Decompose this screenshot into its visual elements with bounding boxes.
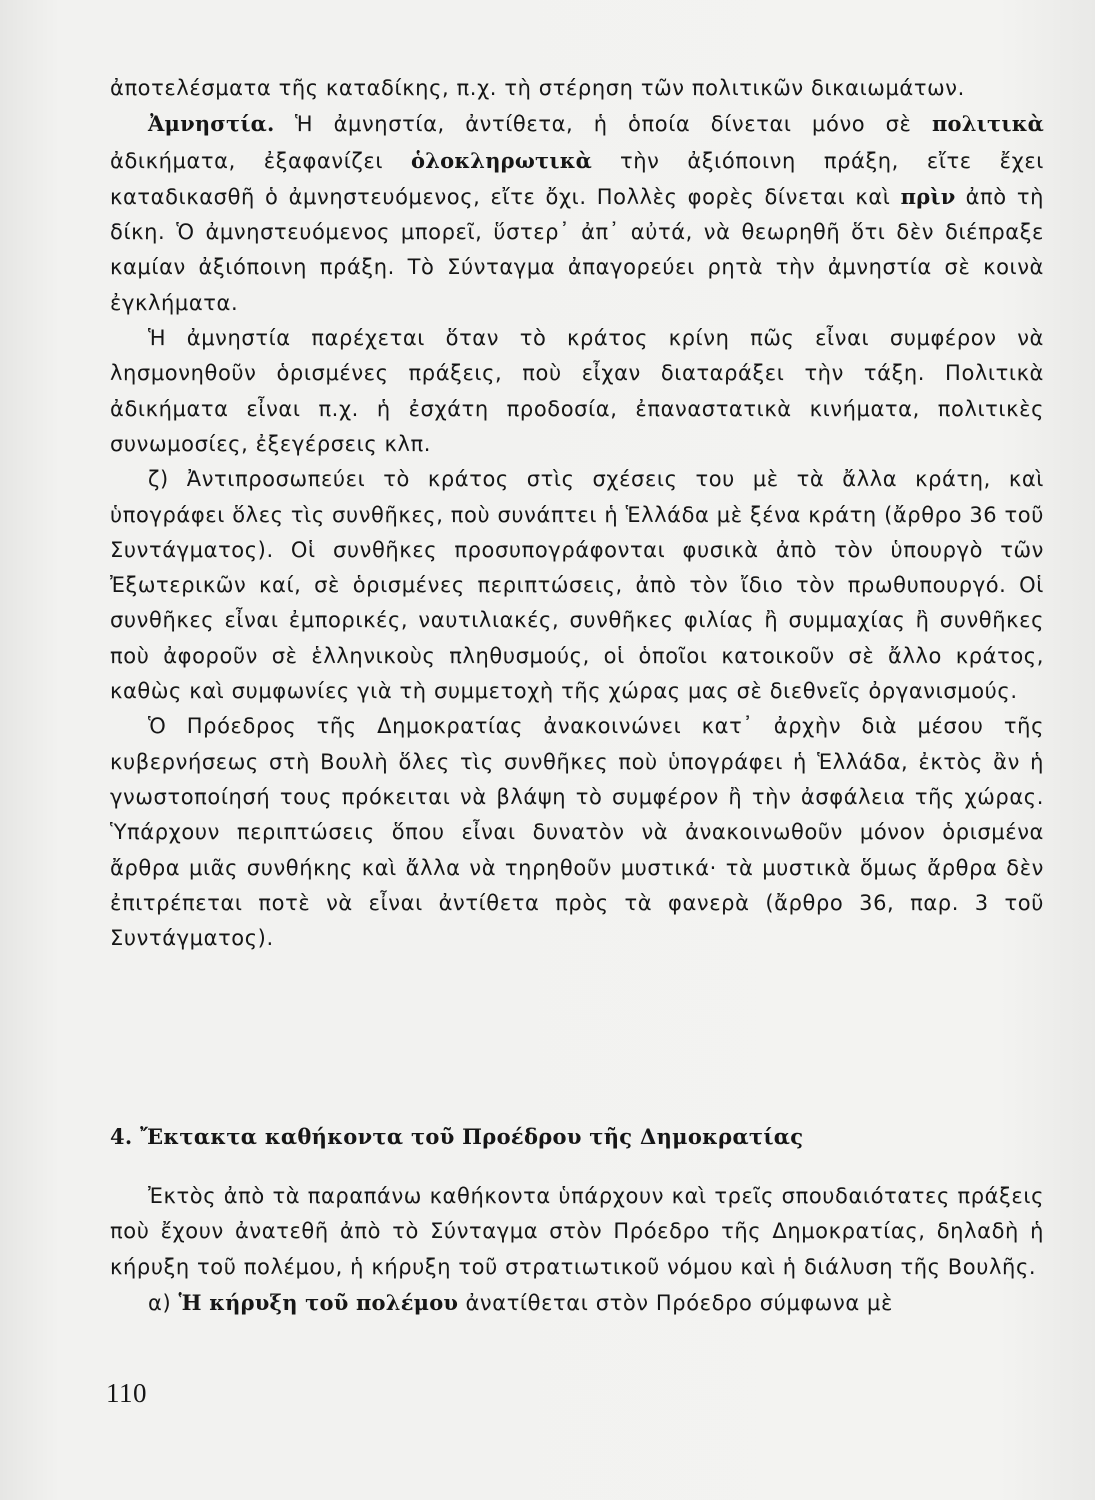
paragraph-president-announces: Ὁ Πρόεδρος τῆς Δημοκρατίας ἀνακοινώνει κατ᾽ ἀρχὴν διὰ μέσου τῆς κυβερνήσεως στὴ Βουλὴ ὅλες τὶς συνθῆκες ποὺ ὑπογράφει ἡ Ἑλλάδα, ἐκτὸς ἂν ἡ γνωστοποίησή τους πρόκειται νὰ βλάψη τὸ συμφέρον ἢ τὴν ἀσφάλεια τῆς χώρας. Ὑπάρχουν περιπτώσεις ὅπου εἶναι δυνατὸν νὰ ἀνακοινωθοῦν μόνον ὁρισμένα ἄρθρα μιᾶς συνθήκης καὶ ἄλλα νὰ τηρηθοῦν μυστικά· τὰ μυστικὰ ὅμως ἄρθρα δὲν ἐπιτρέπεται ποτὲ νὰ εἶναι ἀντίθετα πρὸς τὰ φανερὰ (ἄρθρο 36, παρ. 3 τοῦ Συντάγματος). xyxy=(110,714,1044,951)
war-bold-title: Ἡ κήρυξη τοῦ πολέμου xyxy=(178,1289,459,1315)
amnesty-lead-term: Ἀμνηστία. xyxy=(148,111,275,137)
paragraph-declaration-of-war xyxy=(110,1285,1044,1321)
amnesty-bold-political: πολιτικὰ xyxy=(931,111,1044,137)
paragraph-amnesty-granted: Ἡ ἀμνηστία παρέχεται ὅταν τὸ κράτος κρίνη πῶς εἶναι συμφέρον νὰ λησμονηθοῦν ὁρισμένες πράξεις, ποὺ εἶχαν διαταράξει τὴν τάξη. Πολιτικὰ ἀδικήματα εἶναι π.χ. ἡ ἐσχάτη προδοσία, ἐπαναστατικὰ κινήματα, πολιτικὲς συνωμοσίες, ἐξεγέρσεις κλπ. xyxy=(110,326,1044,456)
amnesty-bold-completely: ὁλοκληρωτικὰ xyxy=(411,147,593,173)
amnesty-text-4: ἀπὸ τὴ δίκη. Ὁ ἀμνηστευόμενος μπορεῖ, ὕστερ᾽ ἀπ᾽ αὐτά, νὰ θεωρηθῆ ὅτι δὲν διέπραξε καμίαν ἀξιόποινη πράξη. Τὸ Σύνταγμα ἀπαγορεύει ρητὰ τὴν ἀμνηστία σὲ κοινὰ ἐγκλήματα. xyxy=(110,184,1044,315)
paragraph-amnesty xyxy=(110,106,1044,321)
paragraph-continuation: ἀποτελέσματα τῆς καταδίκης, π.χ. τὴ στέρηση τῶν πολιτικῶν δικαιωμάτων. xyxy=(110,76,965,100)
page-number: 110 xyxy=(106,1378,147,1408)
main-text-top xyxy=(110,71,1044,956)
amnesty-text-1: Ἡ ἀμνηστία, ἀντίθετα, ἡ ὁποία δίνεται μόνο σὲ xyxy=(274,112,932,137)
paragraph-treaties: ζ) Ἀντιπροσωπεύει τὸ κράτος στὶς σχέσεις του μὲ τὰ ἄλλα κράτη, καὶ ὑπογράφει ὅλες τὶς συνθῆκες, ποὺ συνάπτει ἡ Ἑλλάδα μὲ ξένα κράτη (ἄρθρο 36 τοῦ Συντάγματος). Οἱ συνθῆκες προσυπογράφονται φυσικὰ ἀπὸ τὸν ὑπουργὸ τῶν Ἐξωτερικῶν καί, σὲ ὁρισμένες περιπτώσεις, ἀπὸ τὸν ἴδιο τὸν πρωθυπουργό. Οἱ συνθῆκες εἶναι ἐμπορικές, ναυτιλιακές, συνθῆκες φιλίας ἢ συμμαχίας ἢ συνθῆκες ποὺ ἀφοροῦν σὲ ἑλληνικοὺς πληθυσμούς, οἱ ὁποῖοι κατοικοῦν σὲ ἄλλο κράτος, καθὼς καὶ συμφωνίες γιὰ τὴ συμμετοχὴ τῆς χώρας μας σὲ διεθνεῖς ὀργανισμούς. xyxy=(110,467,1044,704)
amnesty-bold-before: πρὶν xyxy=(900,183,956,209)
war-prefix: α) xyxy=(148,1290,179,1315)
amnesty-text-3: τὴν ἀξιόποινη πράξη, εἴτε ἔχει καταδικασθῆ ὁ ἀμνηστευόμενος, εἴτε ὄχι. Πολλὲς φορὲς δίνεται καὶ xyxy=(110,148,1044,209)
war-rest: ἀνατίθεται στὸν Πρόεδρο σύμφωνα μὲ xyxy=(458,1290,893,1315)
main-text-bottom xyxy=(110,1179,1044,1321)
amnesty-text-2: ἀδικήματα, ἐξαφανίζει xyxy=(110,148,412,173)
paragraph-extraordinary-duties: Ἐκτὸς ἀπὸ τὰ παραπάνω καθήκοντα ὑπάρχουν καὶ τρεῖς σπουδαιότατες πράξεις ποὺ ἔχουν ἀνατεθῆ ἀπὸ τὸ Σύνταγμα στὸν Πρόεδρο τῆς Δημοκρατίας, δηλαδὴ ἡ κήρυξη τοῦ πολέμου, ἡ κήρυξη τοῦ στρατιωτικοῦ νόμου καὶ ἡ διάλυση τῆς Βουλῆς. xyxy=(110,1184,1044,1279)
section-heading: 4. Ἔκτακτα καθήκοντα τοῦ Προέδρου τῆς Δημοκρατίας xyxy=(110,1124,804,1149)
